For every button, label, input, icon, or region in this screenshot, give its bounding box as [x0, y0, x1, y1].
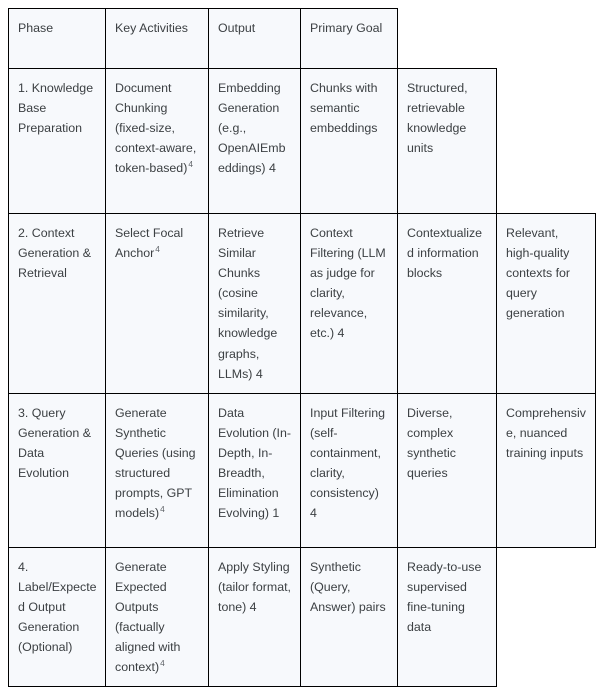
cell-extra-1: Structured, retrievable knowledge units	[398, 69, 497, 214]
cell-extra-1: Diverse, complex synthetic queries	[398, 393, 497, 547]
table-row	[9, 214, 596, 394]
cell-output: Apply Styling (tailor format, tone) 4	[209, 547, 301, 687]
table-row	[9, 547, 596, 687]
column-header-output: Output	[209, 9, 301, 69]
cell-primary-goal: Chunks with semantic embeddings	[301, 69, 398, 214]
cell-extra-1: Contextualized information blocks	[398, 214, 497, 394]
cell-primary-goal: Context Filtering (LLM as judge for clarity, relevance, etc.) 4	[301, 214, 398, 394]
cell-extra-1: Ready-to-use supervised fine-tuning data	[398, 547, 497, 687]
cell-output: Embedding Generation (e.g., OpenAIEmbeddings) 4	[209, 69, 301, 214]
cell-phase: 4. Label/Expected Output Generation (Optional)	[9, 547, 106, 687]
cell-text: Select Focal Anchor	[115, 226, 184, 261]
table-header-row	[9, 9, 596, 69]
cell-output: Data Evolution (In-Depth, In-Breadth, Elimination Evolving) 1	[209, 393, 301, 547]
footnote-ref: 4	[160, 658, 165, 669]
cell-primary-goal: Input Filtering (self-containment, clarity, consistency) 4	[301, 393, 398, 547]
cell-phase: 1. Knowledge Base Preparation	[9, 69, 106, 214]
cell-text: Document Chunking (fixed-size, context-aware, token-based)	[115, 81, 197, 176]
cell-primary-goal: Synthetic (Query, Answer) pairs	[301, 547, 398, 687]
cell-extra-2: Relevant, high-quality contexts for query generation	[497, 214, 596, 394]
cell-phase: 2. Context Generation & Retrieval	[9, 214, 106, 394]
table-header	[9, 9, 596, 69]
cell-text: Generate Expected Outputs (factually aligned with context)	[115, 559, 181, 675]
table-row	[9, 69, 596, 214]
footnote-ref: 4	[160, 504, 165, 515]
cell-key-activities	[106, 393, 209, 547]
column-header-key-activities: Key Activities	[106, 9, 209, 69]
column-header-spacer-2	[497, 9, 596, 69]
cell-text: Generate Synthetic Queries (using structured prompts, GPT models)	[115, 405, 196, 521]
document-body	[8, 8, 595, 687]
cell-extra-2-spacer	[497, 69, 596, 214]
cell-extra-2: Comprehensive, nuanced training inputs	[497, 393, 596, 547]
cell-output: Retrieve Similar Chunks (cosine similarity, knowledge graphs, LLMs) 4	[209, 214, 301, 394]
phase-table	[8, 8, 596, 687]
table-row	[9, 393, 596, 547]
cell-key-activities	[106, 214, 209, 394]
column-header-primary-goal: Primary Goal	[301, 9, 398, 69]
table-body	[9, 69, 596, 687]
cell-key-activities	[106, 547, 209, 687]
cell-extra-2-spacer	[497, 547, 596, 687]
footnote-ref: 4	[155, 243, 160, 254]
footnote-ref: 4	[188, 159, 193, 170]
cell-key-activities	[106, 69, 209, 214]
column-header-phase: Phase	[9, 9, 106, 69]
cell-phase: 3. Query Generation & Data Evolution	[9, 393, 106, 547]
column-header-spacer-1	[398, 9, 497, 69]
